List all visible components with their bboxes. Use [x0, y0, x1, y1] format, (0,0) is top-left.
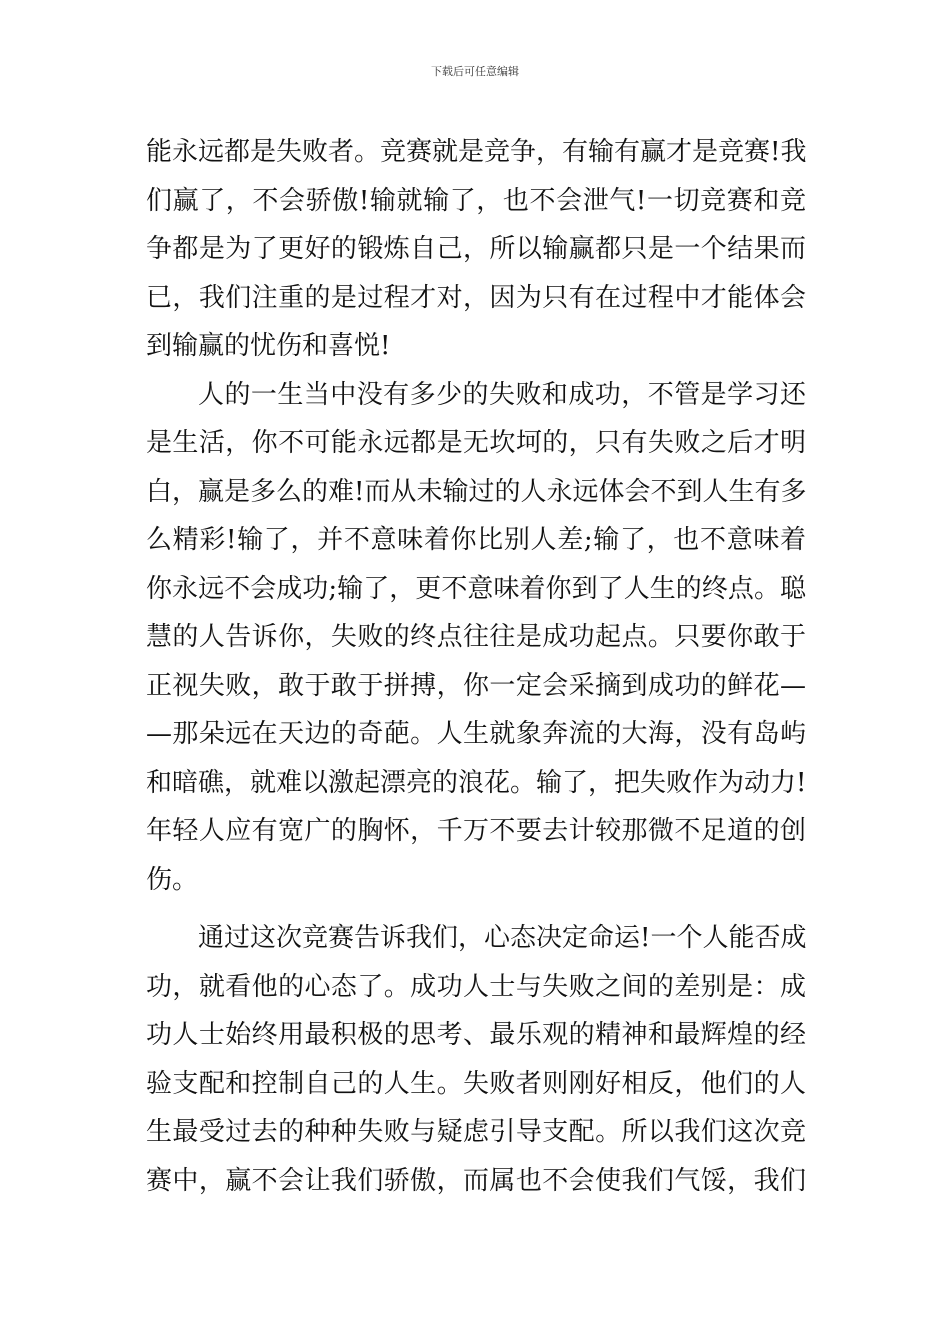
text-line: 赛中，赢不会让我们骄傲，而属也不会使我们气馁，我们: [146, 1165, 806, 1196]
text-line: 到输赢的忧伤和喜悦!: [146, 331, 391, 361]
paragraph-3: [146, 914, 806, 1205]
text-line: 你永远不会成功;输了，更不意味着你到了人生的终点。聪: [146, 573, 806, 604]
text-line: 么精彩!输了，并不意味着你比别人差;输了，也不意味着: [146, 525, 806, 555]
text-line: 慧的人告诉你，失败的终点往往是成功起点。只要你敢于: [146, 622, 806, 652]
text-line: 正视失败，敢于敢于拼搏，你一定会采摘到成功的鲜花—: [146, 670, 806, 701]
paragraph-2: [146, 371, 806, 905]
page-header: 下载后可任意编辑: [431, 65, 519, 78]
text-line: 能永远都是失败者。竞赛就是竞争，有输有赢才是竞赛!我: [146, 137, 807, 167]
text-line: 年轻人应有宽广的胸怀，千万不要去计较那微不足道的创: [146, 816, 806, 846]
text-line: 已，我们注重的是过程才对，因为只有在过程中才能体会: [146, 282, 806, 313]
text-line: 和暗礁，就难以激起漂亮的浪花。输了，把失败作为动力!: [146, 767, 807, 798]
document-body: [146, 128, 806, 1205]
text-line: 功，就看他的心态了。成功人士与失败之间的差别是：成: [146, 971, 806, 1002]
paragraph-gap: [146, 904, 806, 914]
text-line: 通过这次竞赛告诉我们，心态决定命运!一个人能否成: [198, 923, 807, 953]
text-line: 争都是为了更好的锻炼自己，所以输赢都只是一个结果而: [146, 234, 806, 264]
text-line: 是生活，你不可能永远都是无坎坷的，只有失败之后才明: [146, 428, 806, 458]
paragraph-1: [146, 128, 806, 371]
text-line: 验支配和控制自己的人生。失败者则刚好相反，他们的人: [146, 1068, 806, 1099]
text-line: 功人士始终用最积极的思考、最乐观的精神和最辉煌的经: [146, 1020, 806, 1050]
text-line: 们赢了，不会骄傲!输就输了，也不会泄气!一切竞赛和竞: [146, 185, 806, 216]
text-line: 伤。: [146, 864, 199, 895]
text-line: —那朵远在天边的奇葩。人生就象奔流的大海，没有岛屿: [146, 719, 806, 749]
text-line: 人的一生当中没有多少的失败和成功，不管是学习还: [198, 379, 806, 410]
text-line: 生最受过去的种种失败与疑虑引导支配。所以我们这次竞: [146, 1117, 806, 1147]
text-line: 白，赢是多么的难!而从未输过的人永远体会不到人生有多: [146, 476, 807, 507]
